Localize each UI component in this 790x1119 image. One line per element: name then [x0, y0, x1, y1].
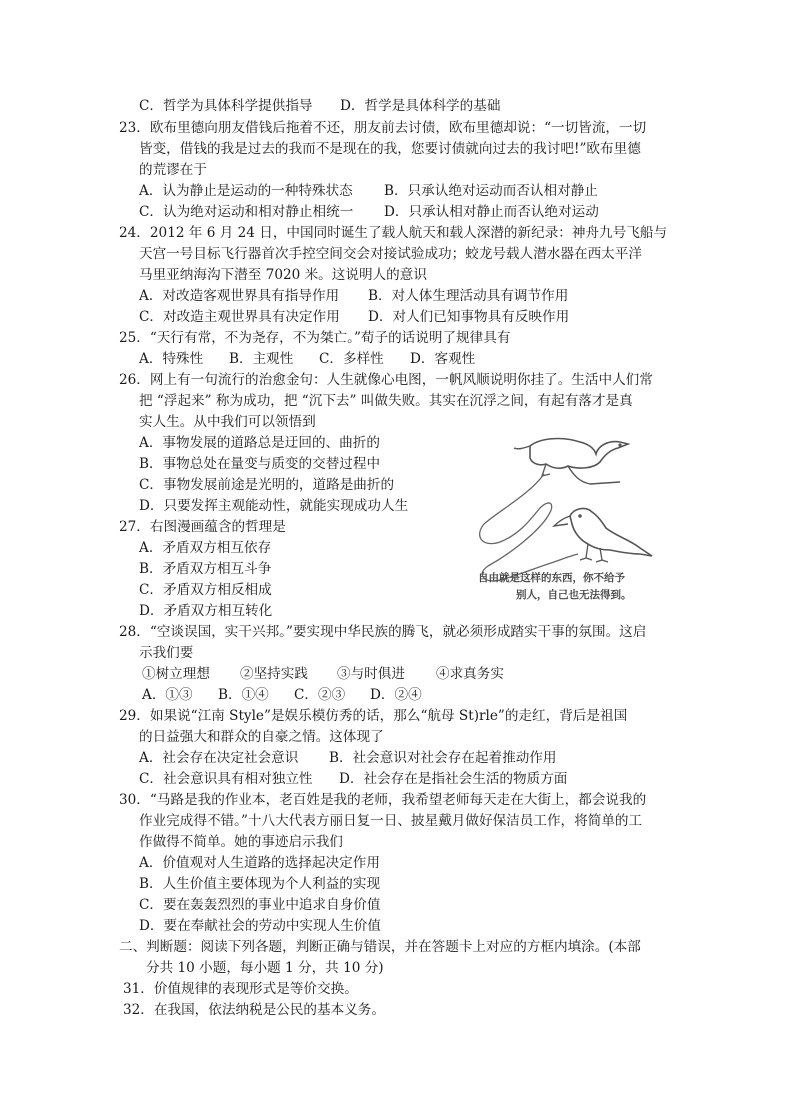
q26-option-c: C．事物发展前途是光明的，道路是曲折的	[139, 477, 395, 493]
q27-option-d: D．矛盾双方相互转化	[139, 603, 273, 619]
q29-option-c: C．社会意识具有相对独立性	[139, 771, 313, 787]
cartoon-caption-line2: 别人，自己也无法得到。	[516, 589, 632, 601]
q28-stem-line2: 示我们要	[139, 645, 194, 661]
q26-stem-line1: 26．网上有一句流行的治愈金句：人生就像心电图，一帆风顺说明你挂了。生活中人们常	[119, 372, 653, 388]
q27-stem-line1: 27．右图漫画蕴含的哲理是	[119, 519, 286, 535]
q28-stem-line1: 28．“空谈误国，实干兴邦。”要实现中华民族的腾飞，就必须形成踏实干事的氛围。这启	[119, 624, 647, 640]
q23-stem-line2: 皆变，借钱的我是过去的我而不是现在的我，您要讨债就向过去的我讨吧!”欧布里德	[139, 141, 641, 157]
q28-option-d: D．②④	[370, 687, 422, 703]
q23-option-a: A．认为静止是运动的一种特殊状态	[139, 183, 353, 199]
q27-option-c: C．矛盾双方相反相成	[139, 582, 272, 598]
q30-option-c: C．要在轰轰烈烈的事业中追求自身价值	[139, 897, 381, 913]
q29-stem-line2: 的日益强大和群众的自豪之情。这体现了	[139, 729, 384, 745]
q23-stem-line1: 23．欧布里德向朋友借钱后拖着不还，朋友前去讨债，欧布里德却说：“一切皆流，一切	[119, 120, 647, 136]
q29-option-a: A．社会存在决定社会意识	[139, 750, 299, 766]
q24-stem-line3: 马里亚纳海沟下潜至 7020 米。这说明人的意识	[139, 267, 427, 283]
q25-option-a: A．特殊性	[139, 351, 204, 367]
q30-option-b: B．人生价值主要体现为个人利益的实现	[139, 876, 381, 892]
q28-option-c: C．②③	[294, 687, 346, 703]
q26-option-b: B．事物总处在量变与质变的交替过程中	[139, 456, 381, 472]
cartoon-caption-line1: 自由就是这样的东西，你不给予	[478, 572, 625, 584]
q28-option-b: B．①④	[218, 687, 269, 703]
q24-option-b: B．对人体生理活动具有调节作用	[368, 288, 569, 304]
q28-item-3: ③与时俱进	[337, 666, 405, 682]
q29-option-d: D．社会存在是指社会生活的物质方面	[339, 771, 568, 787]
q28-item-1: ①树立理想	[142, 666, 210, 682]
q23-option-d: D．只承认相对静止而否认绝对运动	[384, 204, 599, 220]
q23-option-b: B．只承认绝对运动而否认相对静止	[384, 183, 598, 199]
q26-option-a: A．事物发展的道路总是迂回的、曲折的	[139, 435, 380, 451]
q23-stem-line3: 的荒谬在于	[139, 162, 207, 178]
q25-option-b: B．主观性	[229, 351, 294, 367]
q25-stem-line1: 25．“天行有常，不为尧存，不为桀亡。”荀子的话说明了规律具有	[119, 330, 511, 346]
q26-stem-line2: 把 “浮起来” 称为成功，把 “沉下去” 叫做失败。其实在沉浮之间，有起有落才是真	[139, 393, 633, 409]
q32-statement: 32．在我国，依法纳税是公民的基本义务。	[123, 1002, 385, 1018]
q22-option-d: D．哲学是具体科学的基础	[340, 98, 501, 114]
q24-option-a: A．对改造客观世界具有指导作用	[139, 288, 340, 304]
q31-statement: 31．价值规律的表现形式是等价交换。	[123, 981, 358, 997]
q27-option-a: A．矛盾双方相互依存	[139, 540, 272, 556]
q25-option-c: C．多样性	[319, 351, 384, 367]
q30-stem-line2: 作业完成得不错。”十八大代表方丽日复一日、披星戴月做好保洁员工作，将简单的工	[139, 813, 643, 829]
q24-option-c: C．对改造主观世界具有决定作用	[139, 309, 340, 325]
q29-option-b: B．社会意识对社会存在起着推动作用	[329, 750, 557, 766]
q30-option-d: D．要在奉献社会的劳动中实现人生价值	[139, 918, 381, 934]
q24-stem-line1: 24．2012 年 6 月 24 日，中国同时诞生了载人航天和载人深潜的新纪录：神舟九号飞船与	[119, 225, 668, 241]
q26-stem-line3: 实人生。从中我们可以领悟到	[139, 414, 316, 430]
q22-option-c: C．哲学为具体科学提供指导	[139, 98, 313, 114]
q23-option-c: C．认为绝对运动和相对静止相统一	[139, 204, 354, 220]
q25-option-d: D．客观性	[410, 351, 476, 367]
q28-item-4: ④求真务实	[436, 666, 504, 682]
q24-option-d: D．对人们已知事物具有反映作用	[368, 309, 570, 325]
q30-stem-line1: 30．“马路是我的作业本，老百姓是我的老师，我希望老师每天走在大街上，都会说我的	[119, 792, 647, 808]
q26-option-d: D．只要发挥主观能动性，就能实现成功人生	[139, 498, 409, 514]
section2-instructions-line2: 分共 10 小题，每小题 1 分，共 10 分)	[146, 960, 384, 976]
q30-option-a: A．价值观对人生道路的选择起决定作用	[139, 855, 380, 871]
q29-stem-line1: 29．如果说“江南 Style”是娱乐模仿秀的话，那么“航母 St)rle”的走红，背后是祖国	[119, 708, 628, 724]
q27-option-b: B．矛盾双方相互斗争	[139, 561, 272, 577]
q28-option-a: A．①③	[142, 687, 193, 703]
section2-instructions-line1: 二、判断题：阅读下列各题，判断正确与错误，并在答题卡上对应的方框内填涂。(本部	[119, 939, 641, 955]
q24-stem-line2: 天宫一号目标飞行器首次手控空间交会对接试验成功；蛟龙号载人潜水器在西太平洋	[139, 246, 642, 262]
q28-item-2: ②坚持实践	[240, 666, 308, 682]
q30-stem-line3: 作做得不简单。她的事迹启示我们	[139, 834, 343, 850]
